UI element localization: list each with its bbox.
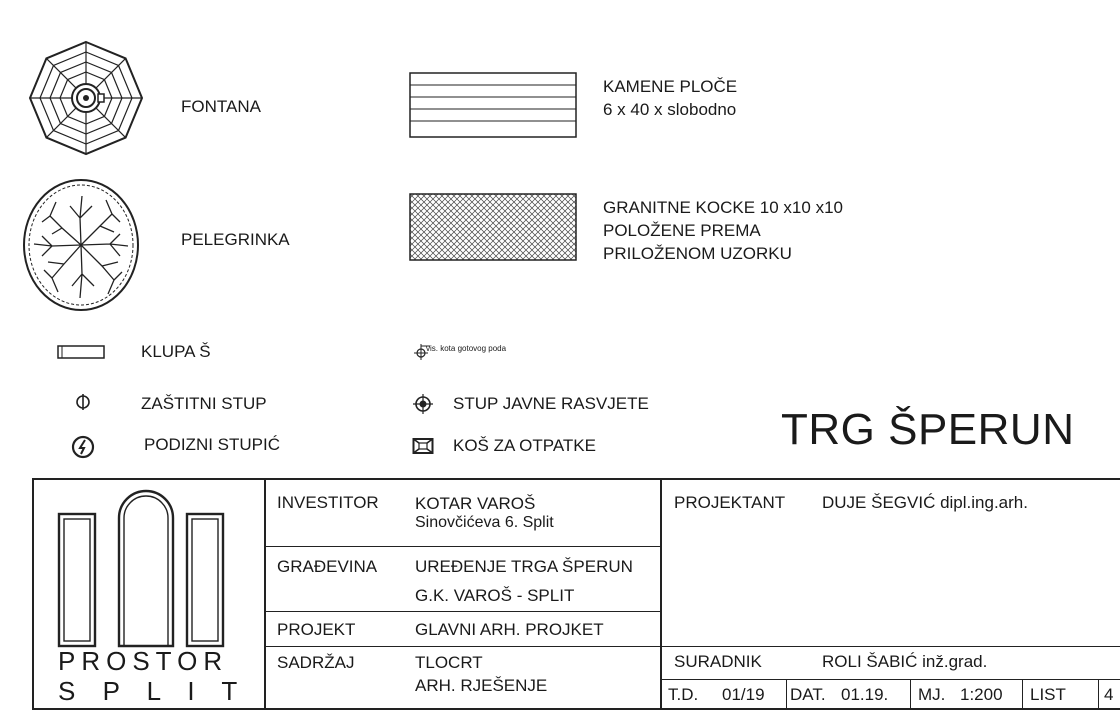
zastitni-stup-label: ZAŠTITNI STUP <box>141 394 267 413</box>
prostor-logo <box>56 486 226 648</box>
gradevina-line-1: UREĐENJE TRGA ŠPERUN <box>415 557 633 576</box>
mj-label: MJ. <box>918 685 946 704</box>
projekt-label: PROJEKT <box>277 620 356 639</box>
kos-label: KOŠ ZA OTPATKE <box>453 436 596 455</box>
page-title: TRG ŠPERUN <box>781 405 1075 454</box>
fontana-symbol <box>28 40 144 156</box>
sadrzaj-line-2: ARH. RJEŠENJE <box>415 676 548 695</box>
projektant-label: PROJEKTANT <box>674 493 786 512</box>
dat-label: DAT. <box>790 685 826 704</box>
sadrzaj-line-1: TLOCRT <box>415 653 483 672</box>
gradevina-label: GRAĐEVINA <box>277 557 378 576</box>
sadrzaj-label: SADRŽAJ <box>277 653 355 672</box>
granitne-label-3: PRILOŽENOM UZORKU <box>603 244 792 263</box>
list-value: 4 <box>1104 685 1114 704</box>
kos-symbol <box>412 437 434 455</box>
zastitni-stup-symbol <box>75 394 91 410</box>
kota-label: vis. kota gotovog poda <box>426 344 507 353</box>
fontana-label: FONTANA <box>181 97 261 116</box>
suradnik-label: SURADNIK <box>674 652 762 671</box>
dat-value: 01.19. <box>841 685 889 704</box>
klupa-symbol <box>57 344 105 360</box>
pelegrinka-symbol <box>22 178 140 312</box>
investitor-line-1: KOTAR VAROŠ <box>415 494 536 513</box>
podizni-stupic-label: PODIZNI STUPIĆ <box>144 435 281 454</box>
mj-value: 1:200 <box>960 685 1003 704</box>
stup-rasvjete-label: STUP JAVNE RASVJETE <box>453 394 649 413</box>
kamene-ploce-label: KAMENE PLOČE <box>603 77 738 96</box>
granitne-label-2: POLOŽENE PREMA <box>603 221 761 240</box>
gradevina-line-2: G.K. VAROŠ - SPLIT <box>415 586 575 605</box>
logo-text-prostor: PROSTOR <box>58 646 229 676</box>
podizni-stupic-symbol <box>71 435 95 459</box>
kamene-ploce-dim: 6 x 40 x slobodno <box>603 100 737 119</box>
list-label: LIST <box>1030 685 1066 704</box>
projekt-value: GLAVNI ARH. PROJKET <box>415 620 604 639</box>
td-value: 01/19 <box>722 685 765 704</box>
logo-text-split: S P L I T <box>58 676 248 706</box>
investitor-label: INVESTITOR <box>277 493 379 512</box>
pelegrinka-label: PELEGRINKA <box>181 230 290 249</box>
granitne-label-1: GRANITNE KOCKE 10 x10 x10 <box>603 198 843 217</box>
klupa-label: KLUPA Š <box>141 342 211 361</box>
projektant-value: DUJE ŠEGVIĆ dipl.ing.arh. <box>822 493 1028 512</box>
granitne-kocke-symbol <box>409 193 577 261</box>
td-label: T.D. <box>668 685 699 704</box>
investitor-line-2: Sinovčićeva 6. Split <box>415 514 554 531</box>
suradnik-value: ROLI ŠABIĆ inž.grad. <box>822 652 988 671</box>
stup-rasvjete-symbol <box>413 394 433 414</box>
kamene-ploce-symbol <box>409 72 577 138</box>
